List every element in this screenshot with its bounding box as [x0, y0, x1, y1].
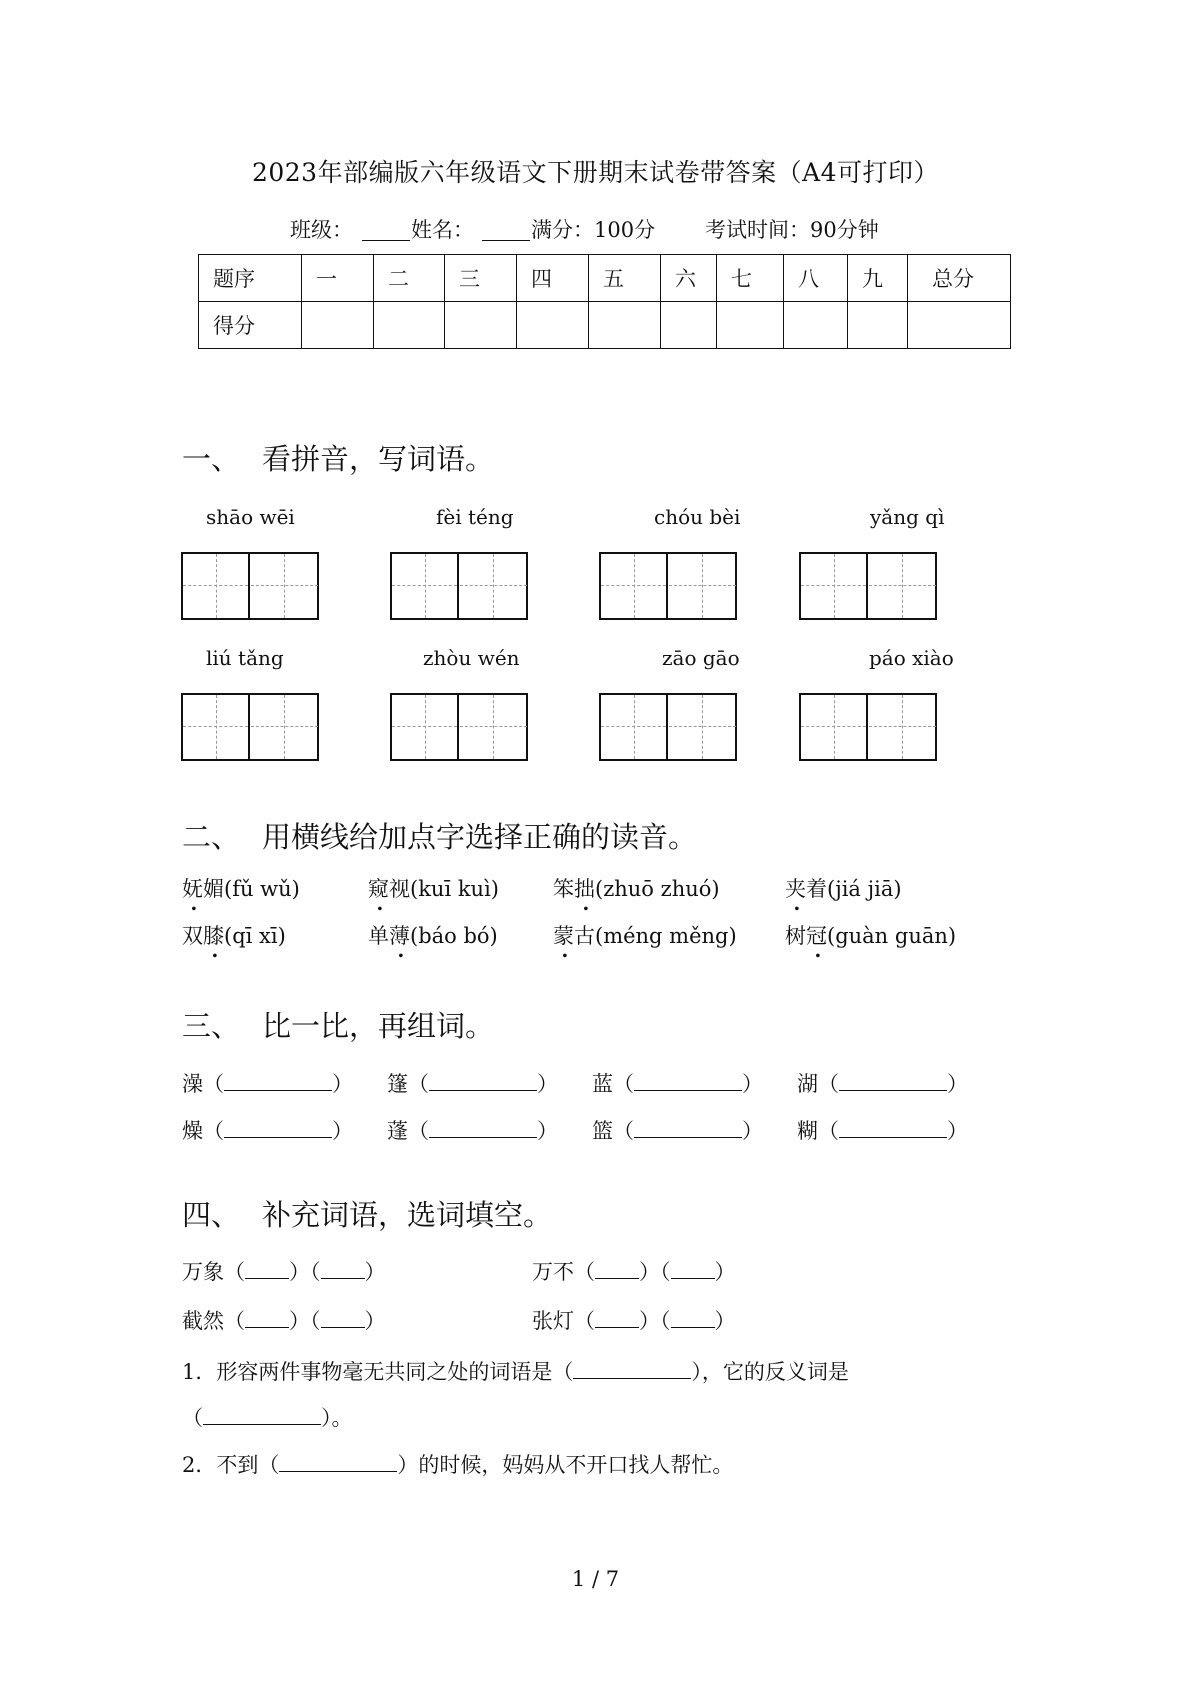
document-title: 2023年部编版六年级语文下册期末试卷带答案（A4可打印） — [251, 158, 940, 187]
writing-grid[interactable] — [181, 693, 319, 761]
score-input-cell[interactable] — [374, 302, 445, 349]
compare-char: 蓝 — [592, 1072, 613, 1096]
section-3-heading — [182, 1004, 494, 1045]
writing-grid[interactable] — [799, 552, 937, 620]
section-number: 一、 — [182, 442, 241, 476]
idiom-item: 万象（ ）（ ） — [182, 1260, 386, 1284]
dotted-char: 蒙 — [553, 924, 574, 948]
answer-blank[interactable] — [573, 1360, 691, 1379]
section-number: 二、 — [182, 820, 241, 854]
question-2: 2．不到（ ）的时候，妈妈从不开口找人帮忙。 — [182, 1453, 734, 1477]
writing-cell[interactable] — [669, 695, 736, 759]
score-input-cell[interactable] — [784, 302, 848, 349]
section-2-heading — [182, 815, 697, 856]
compare-item: 糊（ ） — [797, 1119, 968, 1143]
pinyin-label: yǎng qì — [870, 505, 945, 529]
idiom-prefix: 张灯 — [532, 1309, 574, 1333]
writing-cell[interactable] — [460, 554, 527, 618]
compare-char: 湖 — [797, 1072, 818, 1096]
answer-blank[interactable] — [595, 1309, 639, 1328]
compare-item: 澡（ ） — [182, 1072, 353, 1096]
answer-blank[interactable] — [429, 1072, 537, 1091]
writing-cell[interactable] — [801, 695, 868, 759]
dotted-char: 薄 — [389, 924, 410, 948]
compare-item: 燥（ ） — [182, 1119, 353, 1143]
compare-char: 燥 — [182, 1119, 203, 1143]
writing-cell[interactable] — [869, 695, 936, 759]
score-table — [198, 254, 1011, 349]
reading-item: 笨拙(zhuō zhuó) — [553, 877, 720, 901]
score-table-header-cell: 二 — [374, 255, 445, 302]
full-score: 满分：100分 — [531, 218, 656, 242]
writing-cell[interactable] — [392, 695, 459, 759]
reading-options[interactable]: (méng měng) — [595, 924, 737, 948]
answer-blank[interactable] — [634, 1119, 742, 1138]
answer-blank[interactable] — [634, 1072, 742, 1091]
answer-blank[interactable] — [839, 1119, 947, 1138]
reading-item: 夹着(jiá jiā) — [785, 877, 902, 901]
reading-options[interactable]: (fǔ wǔ) — [224, 877, 300, 901]
exam-time: 考试时间：90分钟 — [705, 218, 879, 242]
section-number: 三、 — [182, 1009, 241, 1043]
writing-cell[interactable] — [869, 554, 936, 618]
reading-options[interactable]: (qī xī) — [224, 924, 286, 948]
answer-blank[interactable] — [224, 1072, 332, 1091]
writing-cell[interactable] — [251, 554, 318, 618]
reading-options[interactable]: (báo bó) — [410, 924, 498, 948]
compare-item: 篮（ ） — [592, 1119, 763, 1143]
pinyin-label: páo xiào — [869, 646, 954, 670]
writing-cell[interactable] — [392, 554, 459, 618]
section-number: 四、 — [182, 1198, 241, 1232]
pinyin-label: fèi téng — [436, 505, 514, 529]
score-table-header-cell: 六 — [661, 255, 717, 302]
writing-cell[interactable] — [183, 554, 250, 618]
answer-blank[interactable] — [321, 1260, 365, 1279]
reading-item: 双膝(qī xī) — [182, 924, 286, 948]
writing-grid[interactable] — [390, 552, 528, 620]
answer-blank[interactable] — [839, 1072, 947, 1091]
score-input-cell[interactable] — [908, 302, 1011, 349]
reading-options[interactable]: (kuī kuì) — [410, 877, 499, 901]
score-input-cell[interactable] — [589, 302, 661, 349]
writing-cell[interactable] — [801, 554, 868, 618]
writing-cell[interactable] — [669, 554, 736, 618]
dotted-char: 膝 — [203, 924, 224, 948]
score-input-cell[interactable] — [717, 302, 784, 349]
section-4-heading — [182, 1193, 552, 1234]
dotted-char: 冠 — [806, 924, 827, 948]
idiom-item: 截然（ ）（ ） — [182, 1309, 386, 1333]
dotted-char: 夹 — [785, 877, 806, 901]
reading-options[interactable]: (jiá jiā) — [827, 877, 902, 901]
pinyin-label: zhòu wén — [423, 646, 520, 670]
score-input-cell[interactable] — [661, 302, 717, 349]
answer-blank[interactable] — [671, 1260, 715, 1279]
pinyin-label: shāo wēi — [206, 505, 295, 529]
score-input-cell[interactable] — [302, 302, 374, 349]
answer-blank[interactable] — [429, 1119, 537, 1138]
dotted-char: 拙 — [574, 877, 595, 901]
compare-item: 蓝（ ） — [592, 1072, 763, 1096]
compare-char: 蓬 — [387, 1119, 408, 1143]
score-table-score-row — [199, 302, 1011, 349]
answer-blank[interactable] — [595, 1260, 639, 1279]
compare-item: 湖（ ） — [797, 1072, 968, 1096]
writing-cell[interactable] — [601, 695, 668, 759]
compare-char: 篮 — [592, 1119, 613, 1143]
dotted-char: 窥 — [368, 877, 389, 901]
name-blank[interactable] — [482, 214, 530, 241]
idiom-prefix: 截然 — [182, 1309, 224, 1333]
reading-item: 妩媚(fǔ wǔ) — [182, 877, 300, 901]
class-blank[interactable] — [362, 214, 410, 241]
writing-cell[interactable] — [601, 554, 668, 618]
reading-options[interactable]: (guàn guān) — [827, 924, 957, 948]
score-table-header-cell: 八 — [784, 255, 848, 302]
score-table-header-cell: 题序 — [199, 255, 302, 302]
score-input-cell[interactable] — [445, 302, 517, 349]
score-input-cell[interactable] — [848, 302, 908, 349]
page-number: 1 / 7 — [571, 1567, 620, 1591]
score-table-header-cell: 总分 — [908, 255, 1011, 302]
score-table-header-cell: 七 — [717, 255, 784, 302]
score-row-label: 得分 — [199, 302, 302, 349]
idiom-item: 万不（ ）（ ） — [532, 1260, 736, 1284]
answer-blank[interactable] — [321, 1309, 365, 1328]
score-table-header-cell: 五 — [589, 255, 661, 302]
section-title: 用横线给加点字选择正确的读音。 — [262, 820, 698, 854]
compare-char: 澡 — [182, 1072, 203, 1096]
answer-blank[interactable] — [245, 1260, 289, 1279]
reading-item: 树冠(guàn guān) — [785, 924, 957, 948]
name-label: 姓名： — [411, 218, 474, 242]
writing-cell[interactable] — [460, 695, 527, 759]
compare-char: 篷 — [387, 1072, 408, 1096]
answer-blank[interactable] — [671, 1309, 715, 1328]
writing-grid[interactable] — [181, 552, 319, 620]
pinyin-label: chóu bèi — [654, 505, 741, 529]
section-1-heading — [182, 437, 494, 478]
dotted-char: 妩 — [182, 877, 203, 901]
score-table-header-cell: 一 — [302, 255, 374, 302]
pinyin-label: zāo gāo — [662, 646, 740, 670]
reading-item: 单薄(báo bó) — [368, 924, 498, 948]
score-table-header-cell: 三 — [445, 255, 517, 302]
answer-blank[interactable] — [245, 1309, 289, 1328]
compare-item: 蓬（ ） — [387, 1119, 558, 1143]
writing-grid[interactable] — [599, 552, 737, 620]
writing-cell[interactable] — [183, 695, 250, 759]
idiom-item: 张灯（ ）（ ） — [532, 1309, 736, 1333]
writing-grid[interactable] — [390, 693, 528, 761]
reading-item: 窥视(kuī kuì) — [368, 877, 499, 901]
question-1-line-2: （ ）。 — [182, 1406, 353, 1430]
score-input-cell[interactable] — [517, 302, 589, 349]
question-1: 1．形容两件事物毫无共同之处的词语是（ ），它的反义词是 — [182, 1360, 849, 1384]
compare-item: 篷（ ） — [387, 1072, 558, 1096]
score-table-header-cell: 九 — [848, 255, 908, 302]
answer-blank[interactable] — [224, 1119, 332, 1138]
writing-cell[interactable] — [251, 695, 318, 759]
reading-item: 蒙古(méng měng) — [553, 924, 737, 948]
score-table-header-cell: 四 — [517, 255, 589, 302]
section-title: 看拼音，写词语。 — [262, 442, 495, 476]
section-title: 补充词语，选词填空。 — [262, 1198, 553, 1232]
class-label: 班级： — [290, 218, 353, 242]
idiom-prefix: 万不 — [532, 1260, 574, 1284]
section-title: 比一比，再组词。 — [262, 1009, 495, 1043]
reading-options[interactable]: (zhuō zhuó) — [595, 877, 720, 901]
score-table-header-row — [199, 255, 1011, 302]
answer-blank[interactable] — [279, 1453, 397, 1472]
compare-char: 糊 — [797, 1119, 818, 1143]
writing-grid[interactable] — [599, 693, 737, 761]
pinyin-label: liú tǎng — [206, 646, 284, 670]
writing-grid[interactable] — [799, 693, 937, 761]
idiom-prefix: 万象 — [182, 1260, 224, 1284]
answer-blank[interactable] — [203, 1406, 321, 1425]
